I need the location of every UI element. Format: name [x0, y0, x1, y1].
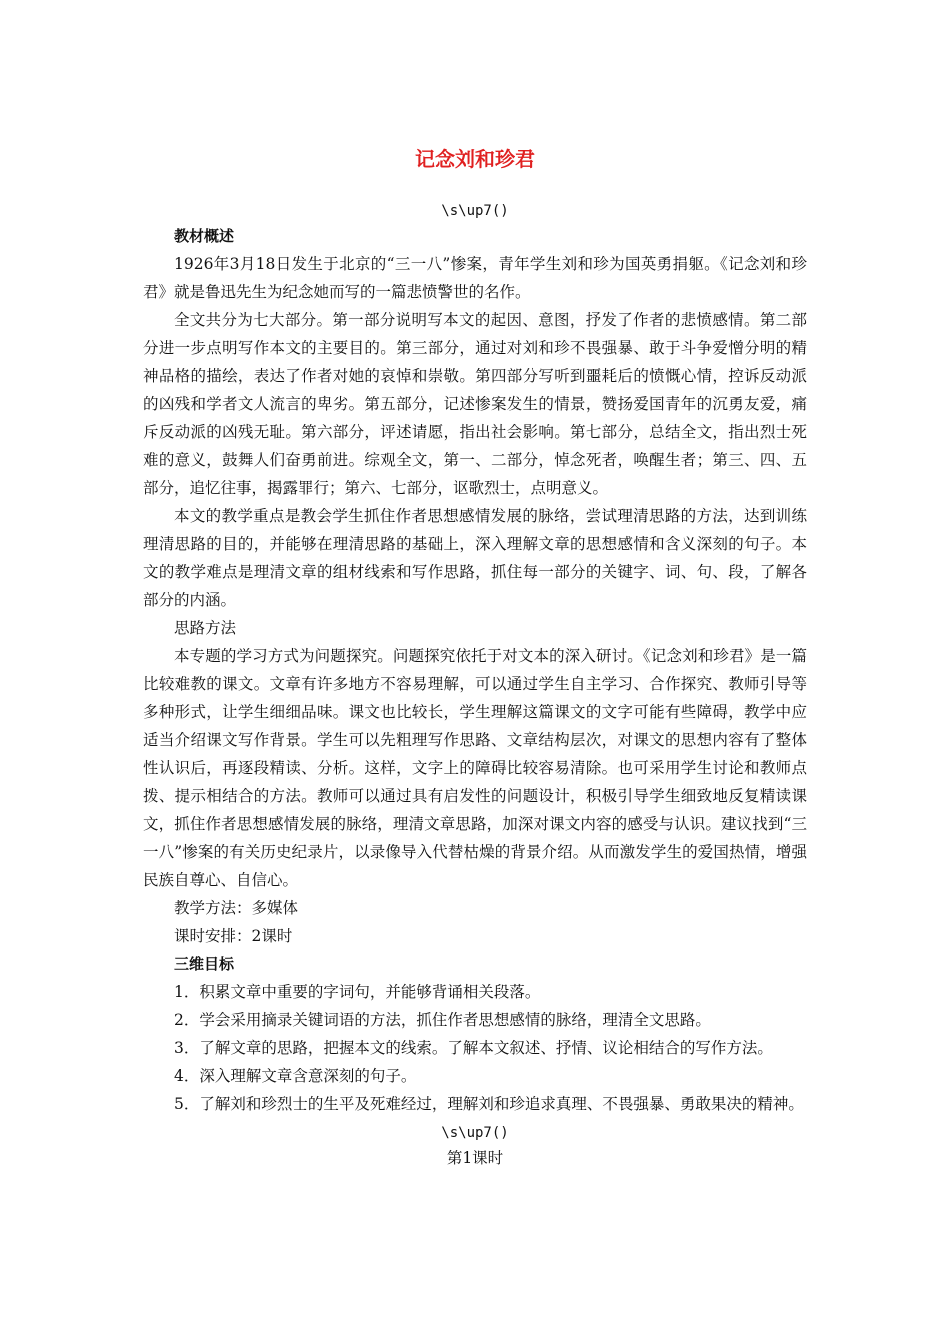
goal-item: 2．学会采用摘录关键词语的方法，抓住作者思想感情的脉络，理清全文思路。 — [174, 1011, 711, 1029]
paragraph-structure: 全文共分为七大部分。第一部分说明写本文的起因、意图，抒发了作者的悲愤感情。第二部分进一步点明写作本文的主要目的。第三部分，通过对刘和珍不畏强暴、敢于斗争爱憎分明的精神品格的描绘，表达了作者对她的哀悼和崇敬。第四部分写听到噩耗后的愤慨心情，控诉反动派的凶残和学者文人流言的卑劣。第五部分，记述惨案发生的情景，赞扬爱国青年的沉勇友爱，痛斥反动派的凶残无耻。第六部分，评述请愿，指出社会影响。第七部分，总结全文，指出烈士死难的意义，鼓舞人们奋勇前进。综观全文，第一、二部分，悼念死者，唤醒生者；第三、四、五部分，追忆往事，揭露罪行；第六、七部分，讴歌烈士，点明意义。 — [143, 311, 807, 497]
goal-item: 1．积累文章中重要的字词句，并能够背诵相关段落。 — [174, 983, 541, 1001]
paragraph-method: 本专题的学习方式为问题探究。问题探究依托于对文本的深入研讨。《记念刘和珍君》是一篇比较难教的课文。文章有许多地方不容易理解，可以通过学生自主学习、合作探究、教师引导等多种形式，让学生细细品味。课文也比较长，学生理解这篇课文的文字可能有些障碍，教学中应适当介绍课文写作背景。学生可以先粗理写作思路、文章结构层次，对课文的思想内容有了整体性认识后，再逐段精读、分析。这样，文字上的障碍比较容易清除。也可采用学生讨论和教师点拨、提示相结合的方法。教师可以通过具有启发性的问题设计，积极引导学生细致地反复精读课文，抓住作者思想感情发展的脉络，理清文章思路，加深对课文内容的感受与认识。建议找到“三一八”惨案的有关历史纪录片，以录像导入代替枯燥的背景介绍。从而激发学生的爱国热情，增强民族自尊心、自信心。 — [143, 647, 807, 889]
goal-item: 3．了解文章的思路，把握本文的线索。了解本文叙述、抒情、议论相结合的写作方法。 — [174, 1039, 773, 1057]
section-marker-2: \s\up7() — [441, 1125, 509, 1141]
lesson-label: 第1课时 — [446, 1149, 504, 1167]
goals-heading: 三维目标 — [174, 955, 235, 973]
paragraph-key-points: 本文的教学重点是教会学生抓住作者思想感情发展的脉络，尝试理清思路的方法，达到训练理清思路的目的，并能够在理清思路的基础上，深入理解文章的思想感情和含义深刻的句子。本文的教学难点是理清文章的组材线索和写作思路，抓住每一部分的关键字、词、句、段，了解各部分的内涵。 — [143, 507, 807, 609]
lesson-schedule: 课时安排：2课时 — [174, 927, 293, 945]
document-body — [143, 142, 807, 1172]
goal-item: 4．深入理解文章含意深刻的句子。 — [174, 1067, 417, 1085]
overview-heading: 教材概述 — [174, 227, 235, 245]
teaching-method: 教学方法：多媒体 — [174, 899, 299, 917]
section-marker: \s\up7() — [441, 203, 509, 219]
paragraph-background: 1926年3月18日发生于北京的“三一八”惨案，青年学生刘和珍为国英勇捐躯。《记念刘和珍君》就是鲁迅先生为纪念她而写的一篇悲愤警世的名作。 — [143, 255, 807, 301]
goal-item: 5．了解刘和珍烈士的生平及死难经过，理解刘和珍追求真理、不畏强暴、勇敢果决的精神。 — [174, 1095, 804, 1113]
method-heading: 思路方法 — [174, 619, 237, 637]
document-title: 记念刘和珍君 — [415, 147, 535, 171]
